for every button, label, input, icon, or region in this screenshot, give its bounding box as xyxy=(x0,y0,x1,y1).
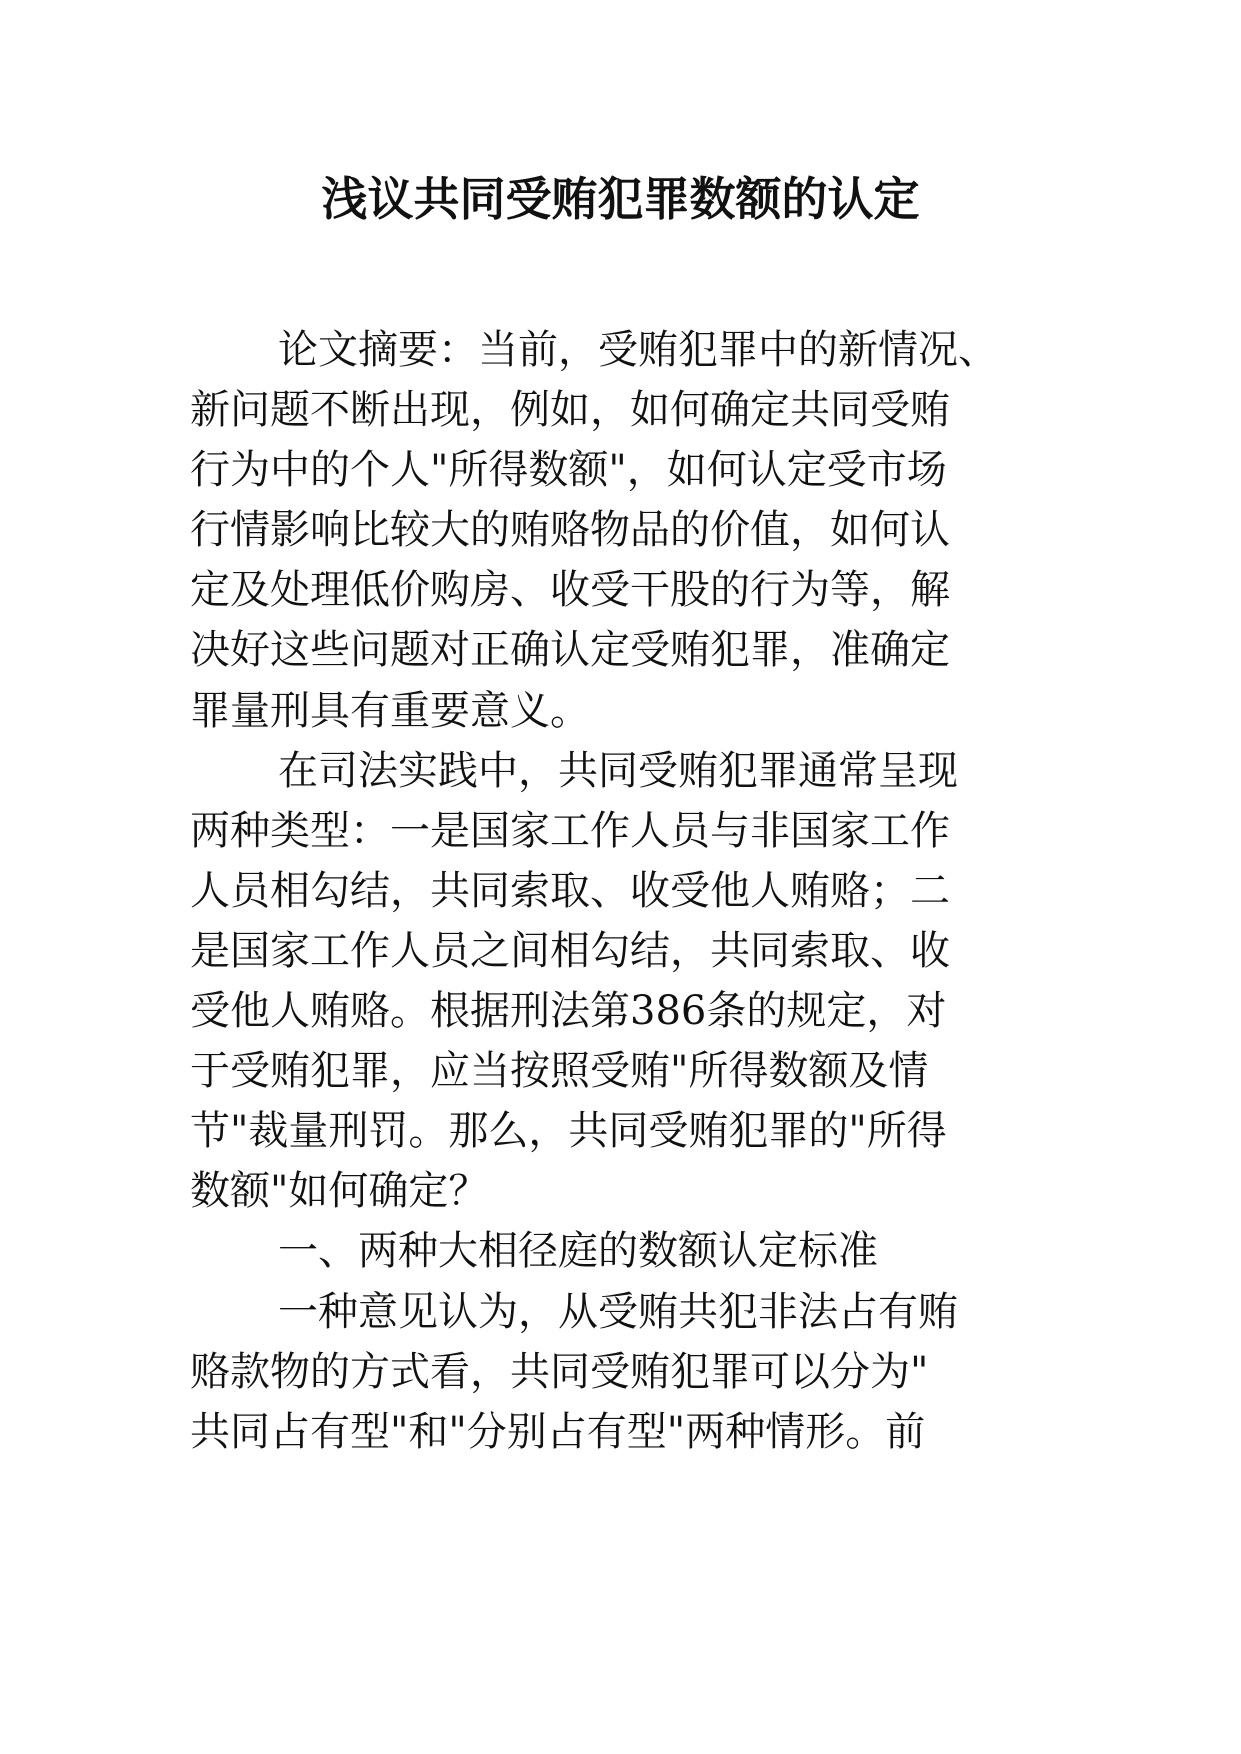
text-line: 节"裁量刑罚。那么，共同受贿犯罪的"所得 xyxy=(190,1108,947,1155)
text-line: 数额"如何确定？ xyxy=(190,1168,489,1215)
text-line: 共同占有型"和"分别占有型"两种情形。前 xyxy=(190,1408,926,1455)
text-line: 行情影响比较大的贿赂物品的价值，如何认 xyxy=(190,507,950,554)
text-line: 于受贿犯罪，应当按照受贿"所得数额及情 xyxy=(190,1048,929,1095)
text-line: 罪量刑具有重要意义。 xyxy=(190,687,590,734)
text-line: 两种类型：一是国家工作人员与非国家工作 xyxy=(190,807,950,854)
text-line: 论文摘要：当前，受贿犯罪中的新情况、 xyxy=(278,327,998,373)
text-line: 是国家工作人员之间相勾结，共同索取、收 xyxy=(190,927,950,974)
text-line: 在司法实践中，共同受贿犯罪通常呈现 xyxy=(278,747,958,794)
text-line: 决好这些问题对正确认定受贿犯罪，准确定 xyxy=(190,627,950,674)
text-line: 定及处理低价购房、收受干股的行为等，解 xyxy=(190,567,950,614)
text-line: 人员相勾结，共同索取、收受他人贿赂；二 xyxy=(190,867,950,914)
text-line: 赂款物的方式看，共同受贿犯罪可以分为" xyxy=(190,1348,929,1395)
section-heading: 一、两种大相径庭的数额认定标准 xyxy=(278,1228,878,1275)
text-line: 新问题不断出现，例如，如何确定共同受贿 xyxy=(190,387,950,434)
text-line: 一种意见认为，从受贿共犯非法占有贿 xyxy=(278,1288,958,1335)
text-line: 行为中的个人"所得数额"，如何认定受市场 xyxy=(190,447,947,494)
document-body xyxy=(190,320,1060,1462)
document-title: 浅议共同受贿犯罪数额的认定 xyxy=(321,172,920,226)
text-line: 受他人贿赂。根据刑法第386条的规定，对 xyxy=(190,988,947,1035)
